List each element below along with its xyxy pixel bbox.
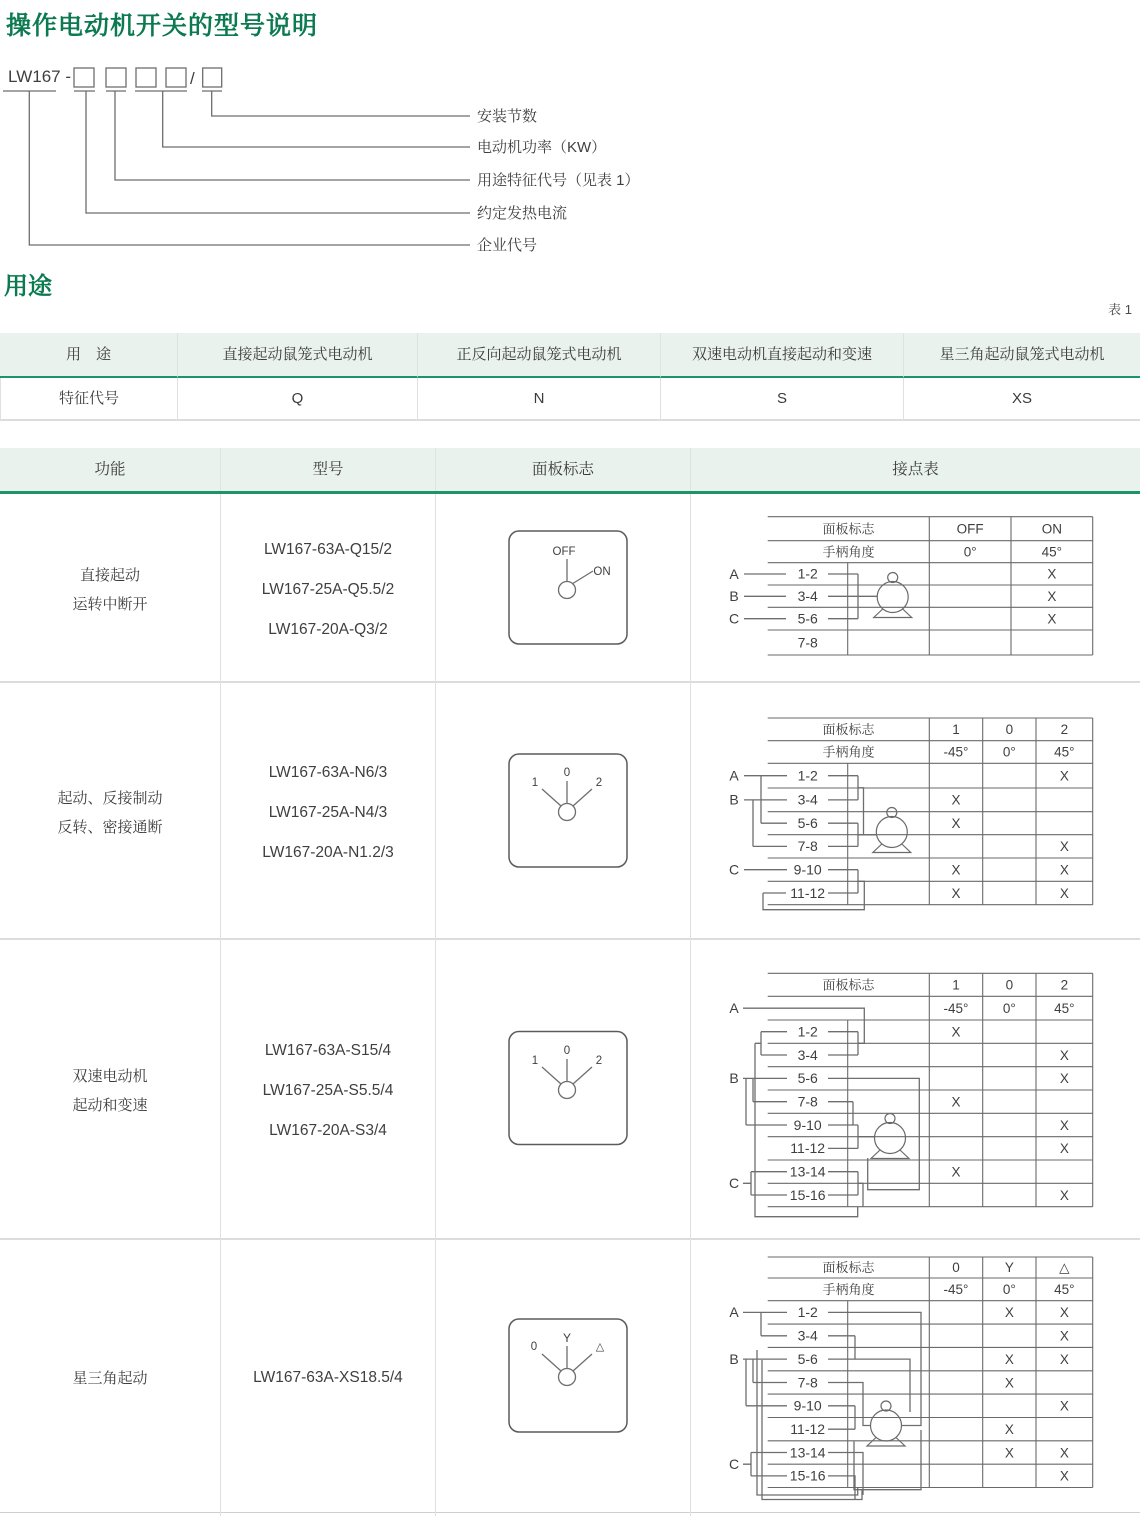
usage-code-s: S	[660, 378, 903, 421]
contact-closed-mark: X	[1059, 1071, 1069, 1087]
contact-terminal-pair: 3-4	[797, 1327, 818, 1344]
contact-closed-mark: X	[1004, 1351, 1014, 1367]
model-prefix: LW167 -	[8, 67, 71, 86]
contact-closed-mark: X	[1059, 1328, 1069, 1344]
page-title: 操作电动机开关的型号说明	[6, 12, 319, 40]
phase-label: C	[728, 1175, 740, 1192]
phase-label: B	[729, 1350, 739, 1367]
model-code-boxes	[74, 68, 222, 87]
contact-closed-mark: X	[1059, 1141, 1069, 1157]
contact-cell	[690, 683, 1140, 943]
panel-cell	[435, 1240, 690, 1516]
panel-pos0-label: 0	[563, 767, 571, 779]
contact-table-3	[691, 940, 1140, 1236]
phase-label: A	[729, 565, 739, 582]
panel-symbol-star-delta	[436, 1240, 691, 1511]
phase-label: A	[729, 1304, 739, 1321]
contact-position-label: Y	[1004, 1260, 1014, 1276]
panel-pos1-label: 1	[531, 1055, 539, 1067]
contact-closed-mark: X	[1059, 1187, 1069, 1203]
contact-position-label: 1	[952, 977, 960, 993]
usage-col-header: 直接起动鼠笼式电动机	[177, 333, 417, 378]
function-cell	[0, 494, 220, 686]
model-cell	[220, 940, 435, 1241]
model-number: LW167-63A-XS18.5/4	[253, 1369, 403, 1386]
contact-closed-mark: X	[1004, 1421, 1014, 1437]
contact-terminal-pair: 9-10	[793, 861, 822, 878]
contact-position-label: 0	[1005, 722, 1014, 738]
function-line: 起动和变速	[72, 1096, 148, 1114]
contact-terminal-pair: 11-12	[790, 1140, 826, 1157]
contact-terminal-pair: 15-16	[789, 1186, 826, 1203]
contact-terminal-pair: 7-8	[797, 634, 818, 651]
main-table-header	[0, 448, 1140, 494]
usage-code-q: Q	[177, 378, 417, 421]
motor-icon-base	[871, 1150, 909, 1159]
contact-closed-mark: X	[951, 1024, 961, 1040]
label-rated-heat-current: 约定发热电流	[477, 205, 568, 222]
contact-closed-mark: X	[1004, 1445, 1014, 1461]
panel-pos0-label: 0	[530, 1341, 538, 1353]
contact-closed-mark: X	[951, 816, 961, 831]
model-number: LW167-25A-N4/3	[268, 804, 388, 821]
function-line: 直接起动	[79, 567, 140, 584]
motor-icon-base	[873, 844, 911, 853]
motor-icon	[876, 817, 907, 848]
contact-closed-mark: X	[1059, 1117, 1069, 1133]
contact-position-label: 2	[1060, 977, 1069, 993]
contact-position-label: 1	[952, 722, 960, 738]
contact-angle-value: 0°	[1002, 1282, 1016, 1298]
contact-terminal-pair: 9-10	[793, 1116, 822, 1133]
contact-terminal-pair: 5-6	[797, 815, 818, 831]
label-company-code: 企业代号	[477, 237, 538, 254]
contact-closed-mark: X	[951, 885, 961, 901]
contact-angle-value: 0°	[963, 544, 977, 560]
contact-header-handle-angle: 手柄角度	[822, 1282, 875, 1298]
contact-terminal-pair: 3-4	[797, 791, 818, 808]
contact-terminal-pair: 11-12	[790, 884, 826, 901]
function-line: 起动、反接制动	[57, 790, 163, 807]
usage-col-header: 双速电动机直接起动和变速	[660, 333, 903, 378]
function-line: 反转、密接通断	[57, 819, 163, 836]
phase-label: B	[729, 588, 739, 605]
contact-angle-value: 45°	[1054, 1282, 1075, 1298]
usage-code-xs: XS	[903, 378, 1140, 421]
phase-label: C	[728, 861, 740, 878]
contact-header-handle-angle: 手柄角度	[822, 544, 875, 560]
contact-closed-mark: X	[1059, 839, 1069, 855]
motor-icon-base	[874, 609, 912, 618]
model-cell	[220, 683, 435, 943]
contact-terminal-pair: 7-8	[797, 1093, 818, 1110]
motor-icon-base	[867, 1438, 905, 1447]
contact-closed-mark: X	[1059, 862, 1069, 878]
model-number: LW167-25A-Q5.5/2	[261, 581, 395, 598]
table-row	[0, 494, 1140, 683]
model-number: LW167-20A-Q3/2	[268, 621, 388, 638]
model-number: LW167-63A-Q15/2	[263, 541, 393, 558]
contact-angle-value: -45°	[943, 1282, 969, 1298]
usage-col-header: 用 途	[0, 333, 177, 378]
contact-angle-value: -45°	[943, 744, 969, 760]
contact-terminal-pair: 15-16	[789, 1467, 826, 1484]
contact-position-label: 0	[1005, 977, 1014, 993]
contact-header-panel-mark: 面板标志	[822, 521, 875, 537]
contact-table-1	[691, 494, 1140, 681]
table-row	[0, 1240, 1140, 1513]
panel-off-label: OFF	[552, 546, 576, 558]
contact-terminal-pair: 1-2	[797, 1023, 818, 1040]
contact-header-panel-mark: 面板标志	[822, 722, 875, 738]
contact-position-label: ON	[1041, 521, 1062, 537]
contact-closed-mark: X	[1047, 611, 1057, 627]
contact-position-label: 0	[952, 1260, 960, 1276]
contact-angle-value: 45°	[1041, 544, 1063, 560]
contact-cell	[690, 940, 1140, 1241]
function-line: 双速电动机	[72, 1067, 148, 1085]
contact-terminal-pair: 9-10	[793, 1397, 822, 1414]
panel-symbol-1-0-2	[436, 940, 691, 1236]
header-model: 型号	[220, 448, 435, 491]
contact-terminal-pair: 7-8	[797, 838, 818, 855]
contact-closed-mark: X	[951, 1094, 961, 1110]
contact-cell	[690, 494, 1140, 686]
contact-closed-mark: X	[1059, 768, 1069, 784]
phase-label: A	[729, 1000, 739, 1016]
motor-icon	[875, 1123, 906, 1154]
contact-closed-mark: X	[1059, 1445, 1069, 1461]
contact-terminal-pair: 1-2	[797, 767, 818, 784]
model-number: LW167-20A-N1.2/3	[262, 844, 394, 861]
contact-terminal-pair: 1-2	[797, 565, 818, 582]
contact-closed-mark: X	[1004, 1375, 1014, 1391]
panel-cell	[435, 683, 690, 943]
contact-header-panel-mark: 面板标志	[822, 1260, 875, 1276]
function-cell	[0, 1240, 220, 1516]
contact-angle-value: 0°	[1002, 1000, 1016, 1016]
contact-terminal-pair: 11-12	[790, 1420, 826, 1437]
function-line: 运转中断开	[72, 596, 148, 613]
model-number: LW167-63A-S15/4	[264, 1041, 392, 1059]
model-cell	[220, 1240, 435, 1516]
contact-position-label: △	[1059, 1260, 1070, 1276]
contact-closed-mark: X	[1059, 1398, 1069, 1414]
contact-table-2	[691, 683, 1140, 938]
contact-terminal-pair: 5-6	[797, 1350, 818, 1367]
panel-symbol-1-0-2	[436, 683, 691, 938]
contact-angle-value: 45°	[1054, 744, 1075, 760]
contact-closed-mark: X	[1004, 1305, 1014, 1321]
contact-terminal-pair: 5-6	[797, 1070, 818, 1087]
function-line: 星三角起动	[72, 1369, 148, 1387]
contact-position-label: 2	[1060, 722, 1069, 738]
contact-closed-mark: X	[951, 862, 961, 878]
contact-closed-mark: X	[951, 1164, 961, 1180]
panel-pos1-label: 1	[531, 777, 539, 789]
contact-position-label: OFF	[956, 521, 984, 537]
contact-header-panel-mark: 面板标志	[822, 977, 875, 993]
phase-label: A	[729, 767, 739, 784]
model-cell	[220, 494, 435, 686]
main-table	[0, 448, 1140, 1513]
panel-star-label: Y	[562, 1331, 572, 1345]
contact-angle-value: 45°	[1054, 1000, 1075, 1016]
label-motor-power: 电动机功率（KW）	[477, 139, 607, 156]
panel-on-label: ON	[593, 566, 611, 578]
panel-pos0-label: 0	[563, 1045, 571, 1057]
contact-closed-mark: X	[1059, 1468, 1069, 1484]
header-panel-mark: 面板标志	[435, 448, 690, 491]
table-row	[0, 940, 1140, 1240]
panel-pos2-label: 2	[595, 1055, 603, 1067]
contact-closed-mark: X	[1059, 1351, 1069, 1367]
table1-caption: 表 1	[1108, 302, 1132, 317]
contact-closed-mark: X	[1059, 885, 1069, 901]
model-number-diagram	[0, 55, 1140, 260]
panel-symbol-off-on	[436, 494, 691, 681]
label-usage-feature-code: 用途特征代号（见表 1）	[477, 172, 640, 189]
table-row	[0, 683, 1140, 940]
header-function: 功能	[94, 461, 126, 478]
contact-terminal-pair: 13-14	[789, 1444, 826, 1461]
contact-closed-mark: X	[1059, 1305, 1069, 1321]
model-slash: /	[190, 69, 195, 88]
panel-cell	[435, 940, 690, 1241]
contact-terminal-pair: 1-2	[797, 1304, 818, 1321]
usage-table	[0, 333, 1140, 421]
header-contact-table: 接点表	[690, 448, 1140, 491]
contact-wiring	[743, 1008, 919, 1216]
phase-label: C	[728, 1456, 740, 1472]
contact-terminal-pair: 5-6	[797, 610, 818, 627]
panel-delta-label: △	[595, 1341, 605, 1353]
contact-wiring	[743, 1312, 921, 1499]
contact-terminal-pair: 13-14	[789, 1163, 826, 1180]
usage-code-n: N	[417, 378, 660, 421]
usage-col-header: 星三角起动鼠笼式电动机	[903, 333, 1140, 378]
contact-table-4	[691, 1240, 1140, 1511]
usage-section-heading: 用途	[4, 273, 52, 300]
contact-cell	[690, 1240, 1140, 1516]
panel-pos2-label: 2	[595, 777, 603, 789]
contact-angle-value: 0°	[1002, 744, 1016, 760]
model-number: LW167-25A-S5.5/4	[262, 1081, 394, 1099]
contact-terminal-pair: 3-4	[797, 587, 818, 604]
contact-closed-mark: X	[1047, 566, 1057, 582]
phase-label: C	[728, 610, 740, 627]
contact-header-handle-angle: 手柄角度	[822, 744, 875, 760]
function-cell	[0, 683, 220, 943]
model-number: LW167-63A-N6/3	[268, 764, 388, 781]
contact-closed-mark: X	[951, 792, 961, 808]
function-cell	[0, 940, 220, 1241]
motor-icon	[871, 1410, 902, 1441]
panel-cell	[435, 494, 690, 686]
phase-label: B	[729, 1070, 739, 1087]
contact-angle-value: -45°	[943, 1000, 969, 1016]
contact-terminal-pair: 7-8	[797, 1374, 818, 1391]
contact-closed-mark: X	[1059, 1047, 1069, 1063]
usage-row-label: 特征代号	[0, 378, 177, 421]
contact-closed-mark: X	[1047, 588, 1057, 604]
phase-label: B	[729, 791, 739, 808]
label-install-sections: 安装节数	[477, 108, 538, 125]
contact-terminal-pair: 3-4	[797, 1046, 818, 1063]
model-number: LW167-20A-S3/4	[269, 1121, 387, 1139]
usage-col-header: 正反向起动鼠笼式电动机	[417, 333, 660, 378]
leader-lines	[3, 91, 470, 245]
